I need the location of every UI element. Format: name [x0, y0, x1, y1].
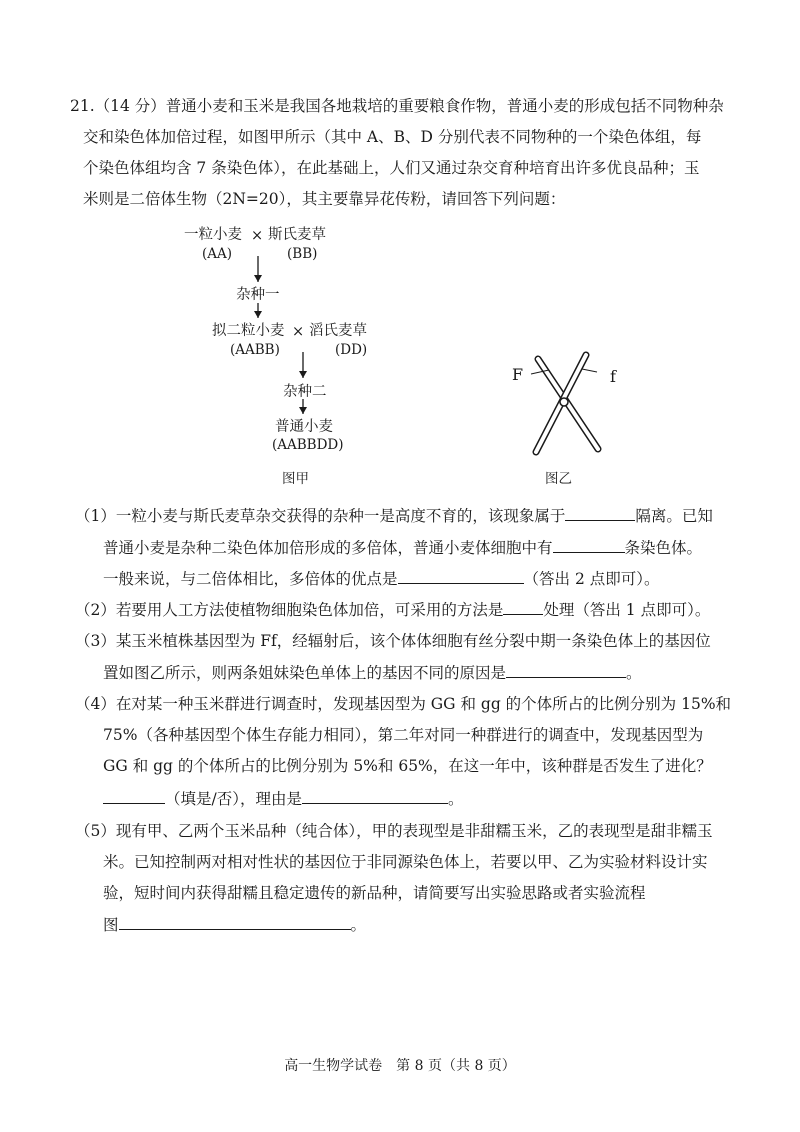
hybrid-two-label: 杂种二 [283, 384, 327, 400]
q5-line-2: 米。已知控制两对相对性状的基因位于非同源染色体上，若要以甲、乙为实验材料设计实 [103, 853, 708, 871]
gene-marker-small-f [582, 369, 597, 372]
chromosome-x-figure [531, 355, 598, 452]
q4-line-3: GG 和 gg 的个体所占的比例分别为 5%和 65%，在这一年中，该种群是否发生了进化？ [103, 757, 712, 775]
q1-blank-1[interactable] [565, 505, 635, 521]
parent-aegilops-tauschii-name: 滔氏麦草 [309, 323, 367, 339]
figure-b-caption: 图乙 [545, 471, 572, 487]
q3-line-1: （3）某玉米植株基因型为 Ff，经辐射后，该个体体细胞有丝分裂中期一条染色体上的基因位 [75, 632, 711, 650]
centromere [560, 398, 568, 406]
hybrid-one-label: 杂种一 [236, 287, 280, 303]
q4-blank-1[interactable] [103, 788, 165, 804]
q5-line-1: （5）现有甲、乙两个玉米品种（纯合体），甲的表现型是非甜糯玉米，乙的表现型是甜非糯玉 [75, 822, 713, 840]
parent-emmer-name: 拟二粒小麦 [212, 323, 285, 339]
q3-line-2: 置如图乙所示，则两条姐妹染色单体上的基因不同的原因是 。 [103, 664, 642, 682]
q1-blank-3[interactable] [398, 568, 524, 584]
genome-aabbdd: (AABBDD) [272, 437, 344, 453]
question-stem-line-4: 米则是二倍体生物（2N=20），其主要靠异花传粉，请回答下列问题： [83, 190, 566, 208]
common-wheat-name: 普通小麦 [275, 419, 333, 435]
q1-line-3: 一般来说，与二倍体相比，多倍体的优点是 （答出 2 点即可）。 [103, 570, 660, 588]
cross-symbol-2: × [292, 324, 305, 340]
gene-label-big-f: F [512, 365, 524, 384]
q3-blank[interactable] [506, 662, 626, 678]
question-stem-line-3: 个染色体组均含 7 条染色体），在此基础上，人们又通过杂交育种培育出许多优良品种；玉 [83, 159, 700, 177]
gene-label-small-f: f [610, 367, 616, 386]
page-footer: 高一生物学试卷 第 8 页（共 8 页） [284, 1058, 516, 1074]
q1-blank-2[interactable] [553, 537, 625, 553]
question-stem-line-2: 交和染色体加倍过程，如图甲所示（其中 A、B、D 分别代表不同物种的一个染色体组，每 [83, 128, 702, 146]
genome-aa: (AA) [202, 246, 233, 262]
parent-einkorn-name: 一粒小麦 [184, 227, 242, 243]
q1-line-1: （1）一粒小麦与斯氏麦草杂交获得的杂种一是高度不育的，该现象属于 隔离。已知 [75, 507, 713, 525]
q2-blank[interactable] [503, 599, 543, 615]
q4-line-4: （填是/否），理由是 。 [103, 788, 464, 809]
genome-dd: (DD) [335, 342, 368, 358]
q4-line-2: 75%（各种基因型个体生存能力相同），第二年对同一种群进行的调查中，发现基因型为 [103, 726, 704, 744]
genome-bb: (BB) [287, 246, 318, 262]
q5-line-4: 图 。 [103, 916, 367, 934]
cross-symbol-1: × [251, 228, 264, 244]
q5-blank[interactable] [119, 914, 351, 930]
q1-line-2: 普通小麦是杂种二染色体加倍形成的多倍体，普通小麦体细胞中有 条染色体。 [103, 539, 703, 557]
question-stem-line-1: 21.（14 分）普通小麦和玉米是我国各地栽培的重要粮食作物，普通小麦的形成包括不同物种杂 [70, 97, 724, 115]
q4-blank-2[interactable] [302, 788, 448, 804]
q5-line-3: 验，短时间内获得甜糯且稳定遗传的新品种，请简要写出实验思路或者实验流程 [103, 884, 646, 902]
genome-aabb: (AABB) [230, 342, 280, 358]
figure-a-caption: 图甲 [282, 471, 309, 487]
parent-aegilops-speltoides-name: 斯氏麦草 [268, 227, 326, 243]
q2-line-1: （2）若要用人工方法使植物细胞染色体加倍，可采用的方法是 处理（答出 1 点即可）。 [75, 601, 711, 619]
q4-line-1: （4）在对某一种玉米群进行调查时，发现基因型为 GG 和 gg 的个体所占的比例分别为 15%和 [75, 695, 732, 713]
